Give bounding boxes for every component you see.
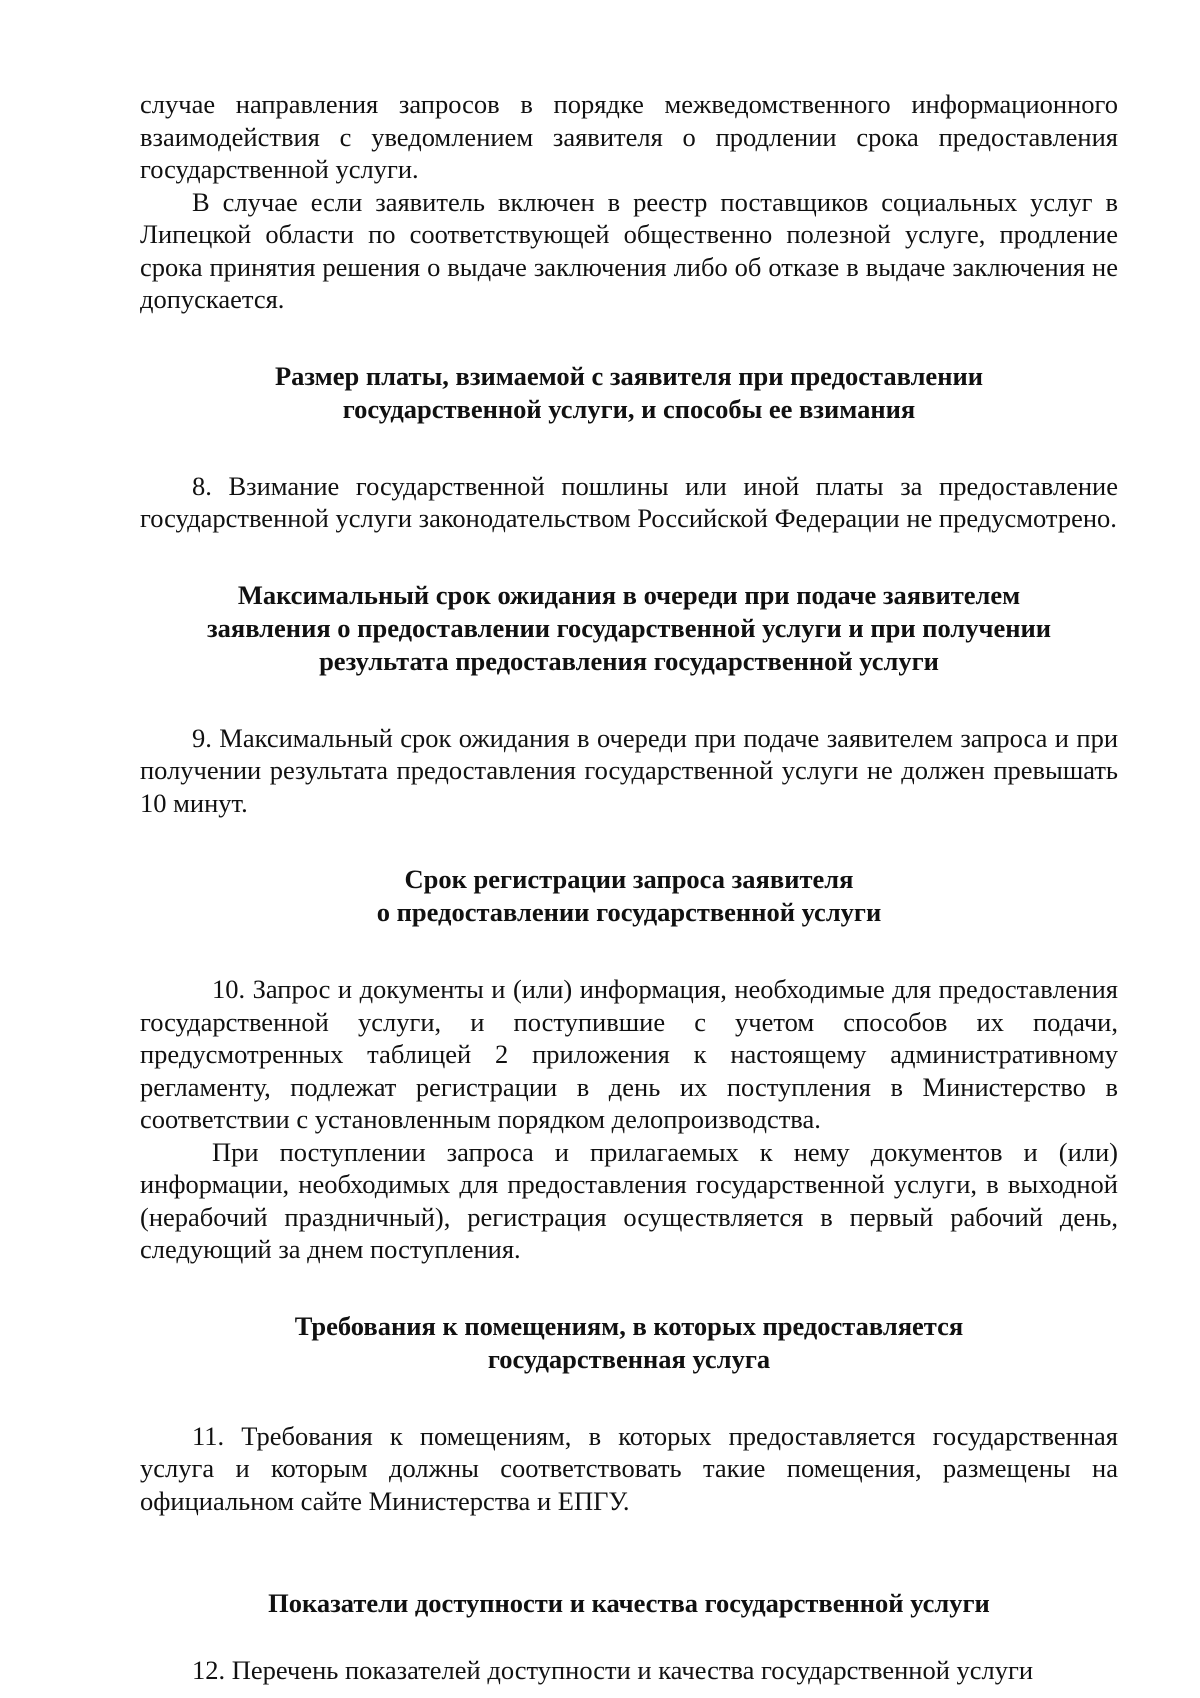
heading-line: заявления о предоставлении государственной услуги и при получении xyxy=(206,612,1052,643)
heading-line: Максимальный срок ожидания в очереди при подаче заявителем xyxy=(237,579,1021,610)
heading-quality-indicators xyxy=(140,1587,1118,1620)
paragraph-holiday-registration: При поступлении запроса и прилагаемых к нему документов и (или) информации, необходимых для предоставления государственной услуги, в выходной (нерабочий праздничный), регистрация осуществляется в первый рабочий день, следующий за днем поступления. xyxy=(140,1136,1118,1264)
heading-line: результата предоставления государственной услуги xyxy=(319,645,939,676)
heading-queue-time xyxy=(140,579,1118,678)
heading-line: о предоставлении государственной услуги xyxy=(376,897,882,927)
heading-line: Срок регистрации запроса заявителя xyxy=(404,864,854,894)
paragraph-item-11: 11. Требования к помещениям, в которых предоставляется государственная услуга и которым должны соответствовать такие помещения, размещены на официальном сайте Министерства и ЕПГУ. xyxy=(140,1420,1118,1516)
paragraph-item-8: 8. Взимание государственной пошлины или иной платы за предоставление государственной услуги законодательством Российской Федерации не предусмотрено. xyxy=(140,470,1118,533)
paragraph-item-10: 10. Запрос и документы и (или) информация, необходимые для предоставления государственной услуги, и поступившие с учетом способов их подачи, предусмотренных таблицей 2 приложения к настоящему административному регламенту, подлежат регистрации в день их поступления в Министерство в соответствии с установленным порядком делопроизводства. xyxy=(140,974,1118,1134)
paragraph-item-12: 12. Перечень показателей доступности и качества государственной услуги xyxy=(192,1655,1034,1685)
heading-line: Размер платы, взимаемой с заявителя при предоставлении xyxy=(274,360,984,391)
document-page xyxy=(140,88,1118,1687)
heading-line: Показатели доступности и качества государственной услуги xyxy=(268,1588,990,1618)
paragraph-registry-exception: В случае если заявитель включен в реестр поставщиков социальных услуг в Липецкой области по соответствующей общественно полезной услуге, продление срока принятия решения о выдаче заключения либо об отказе в выдаче заключения не допускается. xyxy=(140,186,1118,314)
heading-premises xyxy=(140,1310,1118,1376)
heading-fee xyxy=(140,360,1118,426)
heading-line: Требования к помещениям, в которых предоставляется xyxy=(294,1310,964,1341)
heading-line: государственная услуга xyxy=(487,1343,771,1374)
heading-line: государственной услуги, и способы ее взимания xyxy=(342,393,916,424)
paragraph-item-9: 9. Максимальный срок ожидания в очереди при подаче заявителем запроса и при получении результата предоставления государственной услуги не должен превышать 10 минут. xyxy=(140,722,1118,818)
paragraph-continuation: случае направления запросов в порядке межведомственного информационного взаимодействия с уведомлением заявителя о продлении срока предоставления государственной услуги. xyxy=(140,89,1118,184)
heading-registration-time xyxy=(140,863,1118,929)
